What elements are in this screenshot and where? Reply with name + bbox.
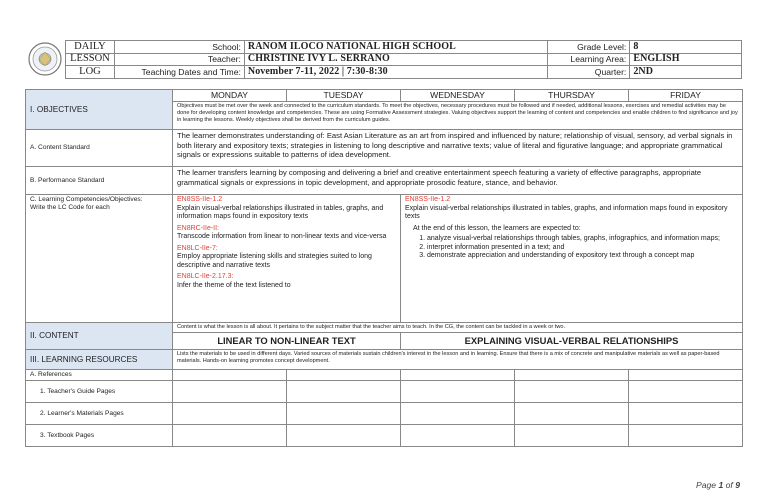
- area-label: Learning Area:: [548, 53, 630, 66]
- lesson-log-table: [25, 89, 743, 447]
- competencies-right: [401, 195, 743, 323]
- lc-text: Explain visual-verbal relationships illustrated in tables, graphs, and information maps found in expository texts: [177, 204, 384, 220]
- teachers-guide-label: 1. Teacher's Guide Pages: [26, 381, 173, 403]
- teacher-value: CHRISTINE IVY L. SERRANO: [244, 53, 547, 66]
- dates-label: Teaching Dates and Time:: [114, 66, 244, 79]
- table-cell: [287, 403, 401, 425]
- lc-text: Infer the theme of the text listened to: [177, 281, 291, 289]
- textbook-pages-label: 3. Textbook Pages: [26, 425, 173, 447]
- content-title-left: LINEAR TO NON-LINEAR TEXT: [173, 333, 401, 350]
- lc-code: EN8RC-IIe-II:: [177, 224, 220, 232]
- title-lesson: LESSON: [66, 53, 115, 66]
- table-cell: [173, 425, 287, 447]
- table-cell: [287, 425, 401, 447]
- lc-code: EN8LC-IIe-7:: [177, 244, 218, 252]
- resources-label: III. LEARNING RESOURCES: [26, 350, 173, 370]
- dates-value: November 7-11, 2022 | 7:30-8:30: [244, 66, 547, 79]
- page-current: 1: [718, 480, 724, 490]
- table-cell: [173, 370, 287, 381]
- list-item: 3. demonstrate appreciation and understanding of expository text through a concept map: [427, 252, 738, 261]
- table-cell: [401, 381, 515, 403]
- quarter-label: Quarter:: [548, 66, 630, 79]
- content-standard-label: A. Content Standard: [26, 130, 173, 167]
- school-label: School:: [114, 41, 244, 54]
- day-thursday: THURSDAY: [515, 90, 629, 102]
- grade-label: Grade Level:: [548, 41, 630, 54]
- page-total: 9: [735, 480, 740, 490]
- learners-materials-label: 2. Learner's Materials Pages: [26, 403, 173, 425]
- table-cell: [173, 403, 287, 425]
- lesson-objectives-list: [413, 235, 738, 261]
- day-friday: FRIDAY: [629, 90, 743, 102]
- content-label: II. CONTENT: [26, 323, 173, 350]
- table-cell: [401, 370, 515, 381]
- content-note: Content is what the lesson is all about. It pertains to the subject matter that the teacher aims to teach. In the CG, the content can be tackled in a week or two.: [173, 323, 743, 333]
- quarter-value: 2ND: [630, 66, 742, 79]
- list-item: 2. interpret information presented in a text; and: [427, 244, 738, 253]
- lc-text: Explain visual-verbal relationships illustrated in tables, graphs, and information maps found in expository texts: [405, 204, 728, 220]
- table-cell: [515, 370, 629, 381]
- lc-code: EN8SS-IIe-1.2: [405, 196, 451, 203]
- page-word: Page: [696, 480, 717, 490]
- performance-standard-text: The learner transfers learning by composing and delivering a brief and creative entertainment speech featuring a variety of effective paragraphs, appropriate grammatical signals or expressions in topic development, and appropriate prosodic feature, stance, and behavior.: [173, 167, 743, 195]
- content-title-right: EXPLAINING VISUAL-VERBAL RELATIONSHIPS: [401, 333, 743, 350]
- deped-seal: [25, 41, 66, 79]
- table-cell: [287, 370, 401, 381]
- competencies-left: [173, 195, 401, 323]
- header-table: [25, 40, 742, 79]
- table-cell: [287, 381, 401, 403]
- lc-code: EN8LC-IIe-2.17.3:: [177, 273, 234, 280]
- objectives-label: I. OBJECTIVES: [26, 90, 173, 130]
- references-label: A. References: [26, 370, 173, 381]
- of-word: of: [725, 480, 733, 490]
- deped-seal-icon: [25, 41, 65, 77]
- lc-code: EN8SS-IIe-1.2: [177, 196, 223, 203]
- table-cell: [629, 370, 743, 381]
- day-wednesday: WEDNESDAY: [401, 90, 515, 102]
- competencies-label: C. Learning Competencies/Objectives:: [30, 196, 143, 203]
- day-tuesday: TUESDAY: [287, 90, 401, 102]
- table-cell: [515, 425, 629, 447]
- resources-note: Lists the materials to be used in different days. Varied sources of materials sustain children's interest in the lesson and in learning. Ensure that there is a mix of concrete and manipulative materials as well as paper-based materials. Hands-on learning promotes concept development.: [173, 350, 743, 370]
- performance-standard-label: B. Performance Standard: [26, 167, 173, 195]
- title-daily: DAILY: [66, 41, 115, 54]
- area-value: ENGLISH: [630, 53, 742, 66]
- content-standard-text: The learner demonstrates understanding of: East Asian Literature as an art from inspired and influenced by nature; relationship of visual, sensory, ad verbal signals in both literary and expository texts; strategies in listening to long descriptive and narrative texts; value of literal and figurative language; and appropriate grammatical signals or expressions suitable to patterns of idea development.: [173, 130, 743, 167]
- table-cell: [401, 425, 515, 447]
- table-cell: [629, 403, 743, 425]
- title-log: LOG: [66, 66, 115, 79]
- table-cell: [515, 381, 629, 403]
- competencies-label-cell: [26, 195, 173, 323]
- school-value: RANOM ILOCO NATIONAL HIGH SCHOOL: [244, 41, 547, 54]
- teacher-label: Teacher:: [114, 53, 244, 66]
- day-monday: MONDAY: [173, 90, 287, 102]
- lc-text: Employ appropriate listening skills and strategies suited to long descriptive and narrative texts: [177, 253, 372, 269]
- lc-text: Transcode information from linear to non-linear texts and vice-versa: [177, 233, 387, 240]
- table-cell: [629, 381, 743, 403]
- grade-value: 8: [630, 41, 742, 54]
- page-number: [696, 480, 740, 490]
- table-cell: [401, 403, 515, 425]
- objectives-note: Objectives must be met over the week and connected to the curriculum standards. To meet the objectives, necessary procedures must be followed and if needed, additional lessons, exercises and remedial activities may be done for developing content knowledge and competencies. These are using Formative Assessment strategies. Valuing objectives support the learning of content and competencies and enable children to find significance and joy in learning the lessons. Weekly objectives shall be derived from the curriculum guides.: [173, 102, 743, 130]
- table-cell: [515, 403, 629, 425]
- list-item: 1. analyze visual-verbal relationships through tables, graphs, infographics, and information maps;: [427, 235, 738, 244]
- table-cell: [629, 425, 743, 447]
- table-cell: [173, 381, 287, 403]
- lesson-intro: At the end of this lesson, the learners are expected to:: [413, 224, 581, 232]
- competencies-sublabel: Write the LC Code for each: [30, 204, 110, 211]
